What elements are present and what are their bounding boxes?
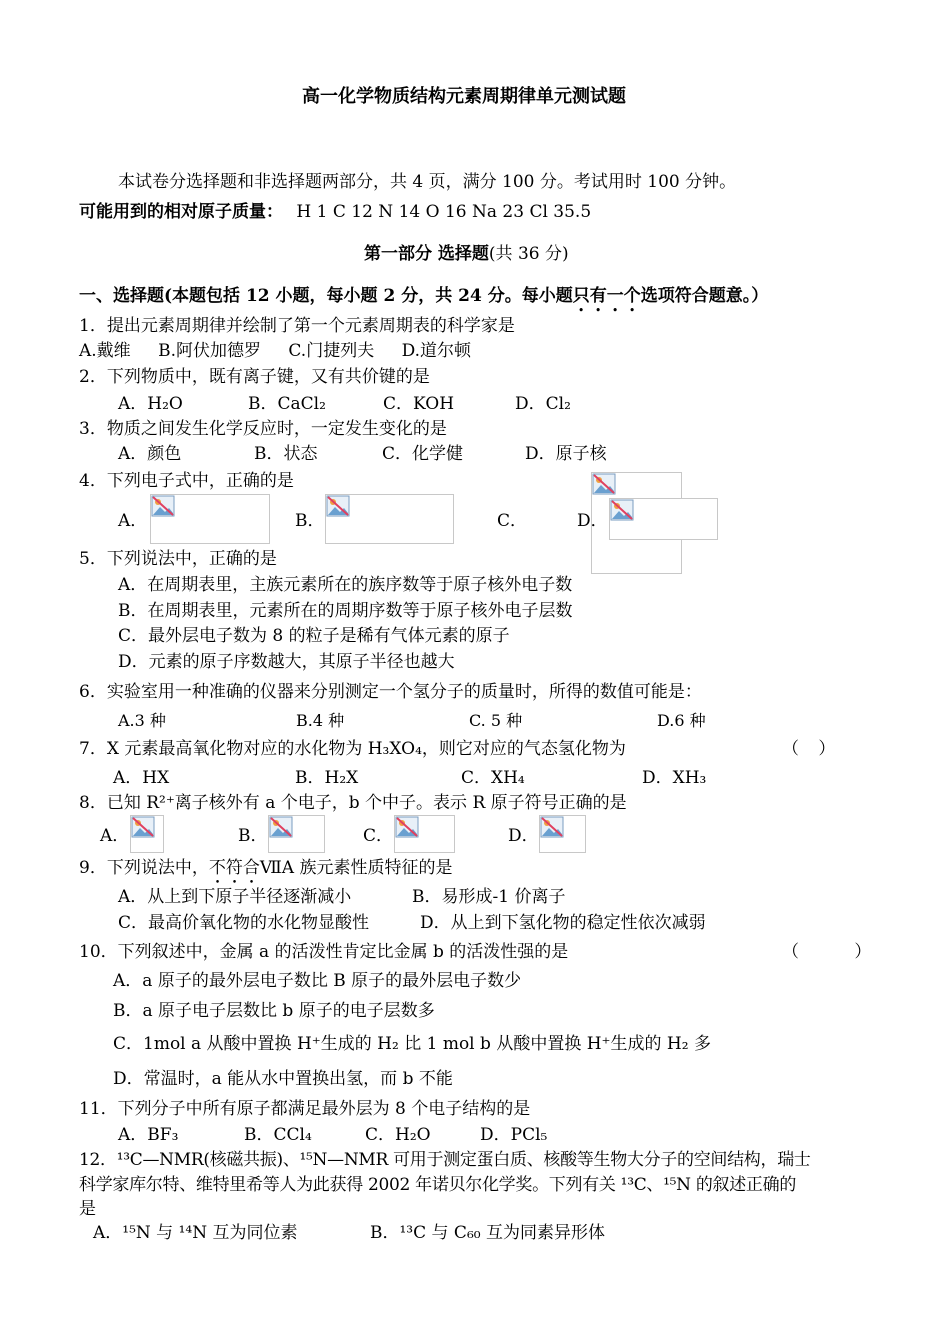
q7-option-a: A．HX [113, 768, 170, 788]
q10-option-b: B．a 原子电子层数比 b 原子的电子层数多 [113, 1001, 435, 1021]
q2-stem: 2．下列物质中，既有离子键，又有共价键的是 [79, 367, 430, 387]
q4-option-a: A． [118, 511, 148, 531]
atomic-mass-line [79, 201, 591, 223]
q7-option-b: B．H₂X [295, 768, 359, 788]
q8-image-c [394, 815, 455, 853]
q2-option-b: B．CaCl₂ [248, 394, 326, 414]
q7-answer-paren: （ ） [782, 739, 836, 759]
q11-option-a: A．BF₃ [118, 1125, 179, 1145]
q9-option-c: C．最高价氧化物的水化物显酸性 [118, 913, 370, 933]
broken-image-icon [540, 816, 564, 838]
q4-image-b [325, 494, 454, 544]
q6-stem: 6．实验室用一种准确的仪器来分别测定一个氢分子的质量时，所得的数值可能是： [79, 682, 702, 702]
q4-image-d [609, 498, 718, 540]
q9-stem-a: 9．下列说法中， [79, 858, 209, 878]
broken-image-icon [151, 495, 175, 517]
q7-option-d: D．XH₃ [642, 768, 707, 788]
atomic-mass-values: H 1 C 12 N 14 O 16 Na 23 Cl 35.5 [296, 202, 592, 222]
q8-option-c: C． [363, 826, 394, 846]
part1-score: (共 36 分) [488, 244, 569, 264]
q2-option-d: D．Cl₂ [515, 394, 571, 414]
q12-stem-line1: 12．¹³C—NMR(核磁共振)、¹⁵N—NMR 可用于测定蛋白质、核酸等生物大分子的空间结构，瑞士 [79, 1150, 811, 1170]
q8-stem: 8．已知 R²⁺离子核外有 a 个电子，b 个中子。表示 R 原子符号正确的是 [79, 793, 627, 813]
section1-text-b: 选项符合题意。） [640, 286, 769, 306]
q6-option-b: B.4 种 [296, 711, 345, 730]
q9-stem-b: ⅦA 族元素性质特征的是 [259, 858, 453, 878]
q4-image-a [150, 494, 270, 544]
q10-option-c: C．1mol a 从酸中置换 H⁺生成的 H₂ 比 1 mol b 从酸中置换 H⁺生成的 H₂ 多 [113, 1034, 711, 1054]
q7-option-c: C．XH₄ [461, 768, 525, 788]
q9-option-b: B．易形成-1 价离子 [412, 887, 566, 907]
q8-image-b [268, 815, 325, 853]
q10-answer-paren: （ ） [782, 942, 872, 962]
q12-stem-line2: 科学家库尔特、维特里希等人为此获得 2002 年诺贝尔化学奖。下列有关 ¹³C、¹⁵N 的叙述正确的 [79, 1175, 797, 1195]
q11-option-d: D．PCl₅ [480, 1125, 548, 1145]
q4-option-c: C． [497, 511, 528, 531]
q3-option-a: A．颜色 [118, 444, 182, 464]
q8-option-b: B． [238, 826, 268, 846]
q3-stem: 3．物质之间发生化学反应时，一定发生变化的是 [79, 419, 447, 439]
q9-stem-emphasis: 不符合 [208, 858, 260, 878]
q2-option-a: A．H₂O [118, 394, 183, 414]
broken-image-icon [592, 473, 616, 495]
q8-option-a: A． [100, 826, 130, 846]
broken-image-icon [131, 816, 155, 838]
q12-option-a: A．¹⁵N 与 ¹⁴N 互为同位素 [93, 1223, 298, 1243]
page-title: 高一化学物质结构元素周期律单元测试题 [302, 86, 626, 107]
q9-option-d: D．从上到下氢化物的稳定性依次减弱 [420, 913, 706, 933]
q1-options: A.戴维 B.阿伏加德罗 C.门捷列夫 D.道尔顿 [79, 341, 472, 361]
q5-option-a: A．在周期表里，主族元素所在的族序数等于原子核外电子数 [118, 575, 573, 595]
q5-stem: 5．下列说法中，正确的是 [79, 549, 277, 569]
q6-option-a: A.3 种 [118, 711, 166, 730]
q12-stem-line3: 是 [79, 1199, 96, 1219]
q12-option-b: B．¹³C 与 C₆₀ 互为同素异形体 [370, 1223, 605, 1243]
broken-image-icon [269, 816, 293, 838]
part1-heading [364, 243, 569, 265]
q1-stem: 1．提出元素周期律并绘制了第一个元素周期表的科学家是 [79, 316, 515, 336]
q3-option-b: B．状态 [254, 444, 318, 464]
section1-text-a: 一、选择题(本题包括 12 小题，每小题 2 分，共 24 分。每小题 [79, 286, 573, 306]
q9-option-a: A．从上到下原子半径逐渐减小 [118, 887, 352, 907]
q4-option-b: B． [295, 511, 325, 531]
section1-emphasis: 只有一个 [572, 286, 641, 306]
q4-stem: 4．下列电子式中，正确的是 [79, 471, 294, 491]
q10-option-d: D．常温时，a 能从水中置换出氢，而 b 不能 [113, 1069, 453, 1089]
q10-stem: 10．下列叙述中，金属 a 的活泼性肯定比金属 b 的活泼性强的是 [79, 942, 569, 962]
section1-heading [79, 285, 768, 316]
intro-text: 本试卷分选择题和非选择题两部分，共 4 页，满分 100 分。考试用时 100 分钟。 [118, 172, 737, 192]
q8-image-d [539, 815, 586, 853]
part1-title: 第一部分 选择题 [364, 244, 489, 264]
q5-option-c: C．最外层电子数为 8 的粒子是稀有气体元素的原子 [118, 626, 510, 646]
atomic-mass-label: 可能用到的相对原子质量： [79, 202, 283, 222]
q9-stem [79, 857, 452, 888]
broken-image-icon [610, 499, 634, 521]
q8-option-d: D． [508, 826, 539, 846]
q10-option-a: A．a 原子的最外层电子数比 B 原子的最外层电子数少 [113, 971, 522, 991]
q4-option-d: D． [577, 511, 608, 531]
broken-image-icon [326, 495, 350, 517]
q3-option-d: D．原子核 [525, 444, 607, 464]
q11-option-c: C．H₂O [365, 1125, 431, 1145]
q11-stem: 11．下列分子中所有原子都满足最外层为 8 个电子结构的是 [79, 1099, 531, 1119]
q7-stem: 7．X 元素最高氧化物对应的水化物为 H₃XO₄，则它对应的气态氢化物为 [79, 739, 626, 759]
q11-option-b: B．CCl₄ [244, 1125, 312, 1145]
q2-option-c: C．KOH [383, 394, 455, 414]
q5-option-b: B．在周期表里，元素所在的周期序数等于原子核外电子层数 [118, 601, 573, 621]
q6-option-c: C. 5 种 [469, 711, 523, 730]
q6-option-d: D.6 种 [657, 711, 706, 730]
q8-image-a [130, 815, 164, 853]
q3-option-c: C．化学健 [382, 444, 464, 464]
broken-image-icon [395, 816, 419, 838]
q5-option-d: D．元素的原子序数越大，其原子半径也越大 [118, 652, 455, 672]
